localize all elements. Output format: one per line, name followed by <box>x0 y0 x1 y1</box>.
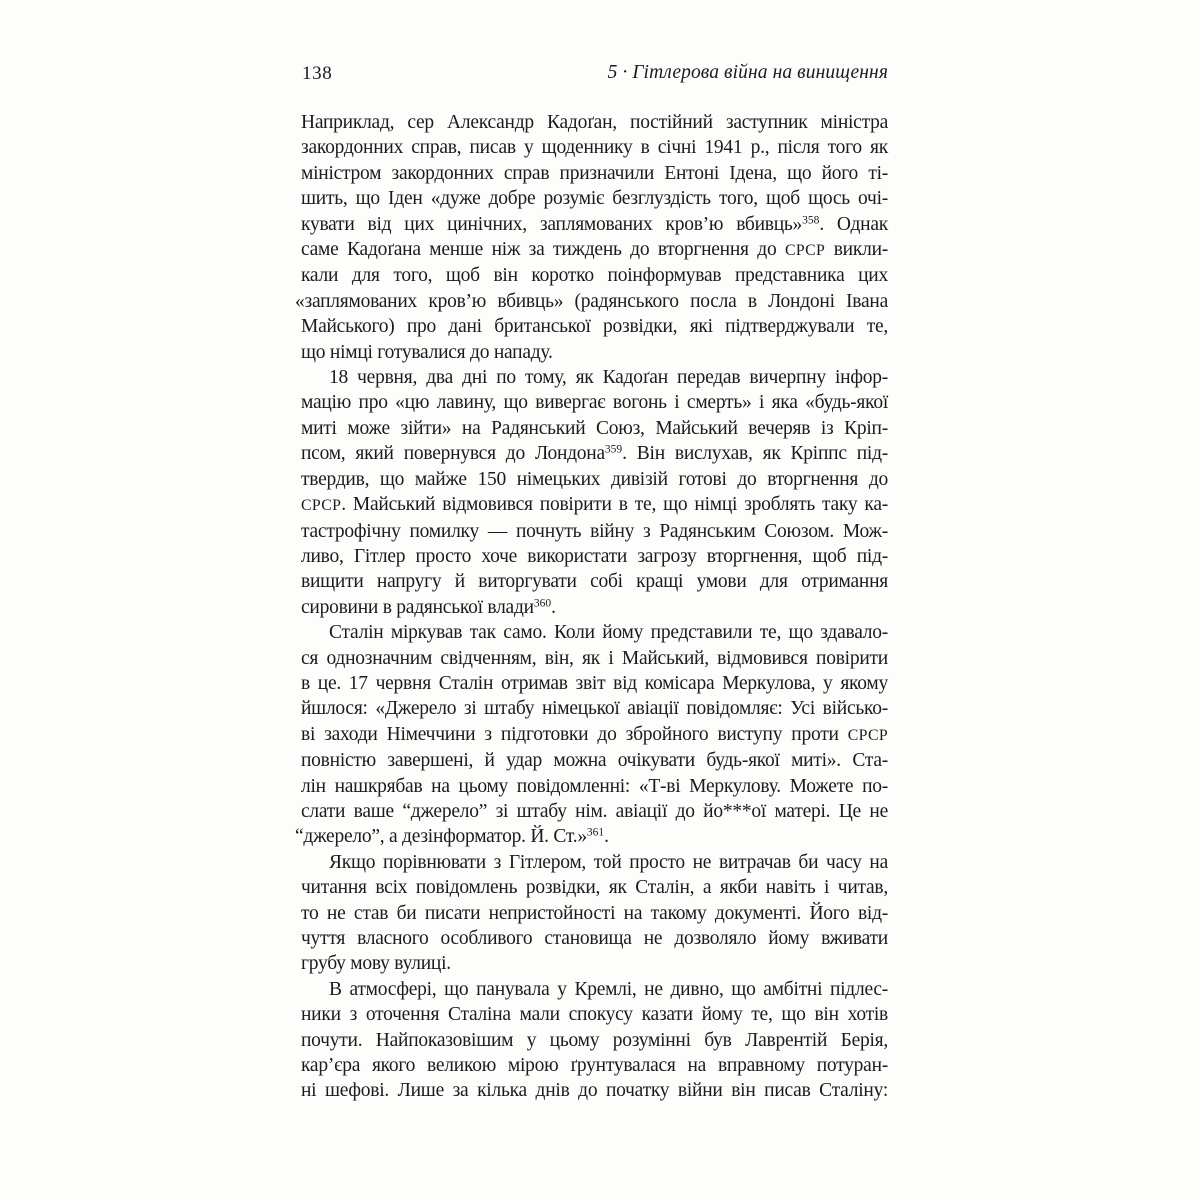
text-line: почути. Найпоказовішим у цьому розумінні був Лаврентій Берія, <box>301 1029 888 1051</box>
text-line: миті може зійти» на Радянський Союз, Майський вечеряв із Кріп- <box>301 417 888 439</box>
text-line: кувати від цих цинічних, заплямованих кров’ю вбивць»$^{358}$. Однак <box>301 213 888 235</box>
footnote-reference: 361 <box>586 826 605 839</box>
text-line: кали для того, щоб він коротко поінформував представника цих <box>301 265 888 287</box>
text-line: що німці готувалися до нападу. <box>301 341 553 363</box>
text-line: 18 червня, два дні по тому, як Кадоґан передав вичерпну інфор- <box>329 367 888 389</box>
text-line: В атмосфері, що панувала у Кремлі, не дивно, що амбітні підлес- <box>329 978 888 1000</box>
small-caps-text: СРСР <box>301 497 342 515</box>
text-line: саме Кадоґана менше ніж за тиждень до вторгнення до СРСР викли- <box>301 239 888 261</box>
page-header <box>301 62 888 88</box>
text-line: ники з оточення Сталіна мали спокусу казати йому те, що він хотів <box>301 1004 888 1026</box>
text-line: шить, що Іден «дуже добре розуміє безглуздість того, щоб щось очі- <box>301 188 888 210</box>
text-line: мацію про «цю лавину, що вивергає вогонь і смерть» і яка «будь-якої <box>301 392 888 414</box>
footnote-reference: 359 <box>604 443 623 456</box>
text-line: тастрофічну помилку — почнуть війну з Радянським Союзом. Мож- <box>301 520 888 542</box>
text-line: твердив, що майже 150 німецьких дивізій готові до вторгнення до <box>301 468 888 490</box>
text-line: читання всіх повідомлень розвідки, як Сталін, а якби навіть і читав, <box>301 877 888 899</box>
footnote-reference: 358 <box>802 214 820 227</box>
text-line: повністю завершені, й удар можна очікувати будь-якої миті». Ста- <box>301 750 888 772</box>
text-line: Майського) про дані британської розвідки, які підтверджували те, <box>301 316 888 338</box>
text-line: міністром закордонних справ призначили Ентоні Ідена, що його ті- <box>301 162 888 184</box>
text-line: ні шефові. Лише за кілька днів до початку війни він писав Сталіну: <box>301 1080 888 1102</box>
text-line: йшлося: «Джерело зі штабу німецької авіації повідомляє: Усі військо- <box>301 698 888 720</box>
text-line: сировини в радянської влади$^{360}$. <box>301 596 556 618</box>
text-line: вищити напругу й виторгувати собі кращі умови для отримання <box>301 571 888 593</box>
text-line: ві заходи Німеччини з підготовки до збройного виступу проти СРСР <box>301 723 888 745</box>
text-line: лін нашкрябав на цьому повідомленні: «Т-ві Меркулову. Можете по- <box>301 775 888 797</box>
text-line: СРСР. Майський відмовився повірити в те, що німці зроблять таку ка- <box>301 494 888 516</box>
text-line: слати ваше “джерело” зі штабу нім. авіації до йо***ої матері. Це не <box>301 800 888 822</box>
footnote-reference: 360 <box>533 597 552 610</box>
body-text <box>295 110 889 1104</box>
text-line: Якщо порівнювати з Гітлером, той просто не витрачав би часу на <box>329 851 888 873</box>
text-line: “джерело”, а дезінформатор. Й. Ст.»$^{361}$. <box>295 826 609 848</box>
text-line: ся однозначним свідченням, він, як і Майський, відмовився повірити <box>301 647 888 669</box>
text-line: Наприклад, сер Александр Кадоґан, постійний заступник міністра <box>301 112 888 133</box>
text-line: псом, який повернувся до Лондона$^{359}$. Він вислухав, як Кріппс під- <box>301 443 889 465</box>
text-line: закордонних справ, писав у щоденнику в січні 1941 р., після того як <box>301 137 888 159</box>
running-header: 5 · Гітлерова війна на винищення <box>607 62 888 83</box>
text-line: то не став би писати непристойності на такому документі. Його від- <box>301 902 888 924</box>
text-line: Сталін міркував так само. Коли йому представили те, що здавало- <box>329 622 888 644</box>
small-caps-text: СРСР <box>847 726 888 744</box>
text-line: чуття власного особливого становища не дозволяло йому вживати <box>301 928 888 949</box>
text-line: грубу мову вулиці. <box>301 953 451 975</box>
text-line: кар’єра якого великою мірою ґрунтувалася на вправному потуран- <box>301 1055 888 1077</box>
text-line: «заплямованих кров’ю вбивць» (радянського посла в Лондоні Івана <box>295 290 888 312</box>
small-caps-text: СРСР <box>784 242 826 260</box>
text-line: ливо, Гітлер просто хоче використати загрозу вторгнення, щоб під- <box>301 545 888 567</box>
page-number: 138 <box>302 63 333 84</box>
text-line: в це. 17 червня Сталін отримав звіт від комісара Меркулова, у якому <box>301 672 888 694</box>
